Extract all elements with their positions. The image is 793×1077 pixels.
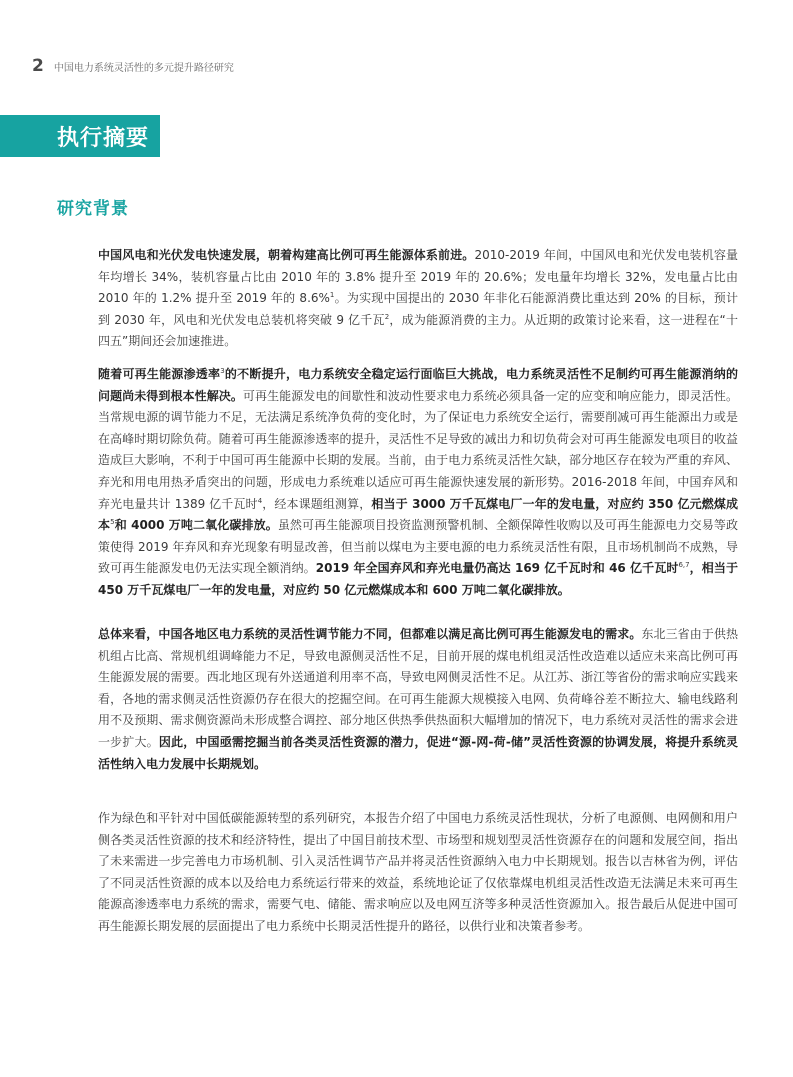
paragraph-text: 可再生能源发电的间歇性和波动性要求电力系统必须具备一定的应变和响应能力，即灵活性。当常规电源的调节能力不足，无法满足系统净负荷的变化时，为了保证电力系统安全运行，需要削减可再生能源出力或是在高峰时期切除负荷。随着可再生能源渗透率的提升，灵活性不足导致的减出力和切负荷会对可再生能源发电项目的收益造成巨大影响，不利于中国可再生能源中长期的发展。当前，由于电力系统灵活性欠缺，部分地区存在较为严重的弃风、弃光和用电用热矛盾突出的问题，形成电力系统难以适应可再生能源快速发展的新形势。2016-2018 年间，中国弃风和弃光电量共计 1389 亿千瓦时 (98, 388, 738, 511)
subsection-heading: 研究背景 (57, 199, 129, 219)
highlight-text: 和 4000 万吨二氧化碳排放。 (114, 518, 278, 533)
paragraph-text: 2010-2019 年间，中国风电和光伏发电装机容量年均增长 34%，装机容量占比由 2010 年的 3.8% 提升至 2019 年的 20.6%；发电量年均增长 32%，发电量占比由 2010 年的 1.2% 提升至 2019 年的 8.6% (98, 248, 738, 306)
highlight-text: 因此，中国亟需挖掘当前各类灵活性资源的潜力，促进“源-网-荷-储”灵活性资源的协调发展，将提升系统灵活性纳入电力发展中长期规划。 (98, 734, 738, 771)
footnote-ref: 3 (220, 367, 225, 375)
paragraph-regional (98, 624, 738, 775)
highlight-text: 相当于 3000 万千瓦煤电厂一年的发电量，对应约 350 亿元燃煤成本 (98, 496, 738, 533)
paragraph-challenge (98, 364, 738, 602)
paragraph-text: 作为绿色和平针对中国低碳能源转型的系列研究，本报告介绍了中国电力系统灵活性现状，分析了电源侧、电网侧和用户侧各类灵活性资源的技术和经济特性，提出了中国目前技术型、市场型和规划型灵活性资源存在的问题和发展空间，指出了未来需进一步完善电力市场机制、引入灵活性调节产品并将灵活性资源纳入电力中长期规划。报告以吉林省为例，评估了不同灵活性资源的成本以及给电力系统运行带来的效益，系统地论证了仅依靠煤电机组灵活性改造无法满足未来可再生能源高渗透率电力系统的需求，需要气电、储能、需求响应以及电网互济等多种灵活性资源加入。报告最后从促进中国可再生能源长期发展的层面提出了电力系统中长期灵活性提升的路径，以供行业和决策者参考。 (98, 811, 738, 933)
running-header-title: 中国电力系统灵活性的多元提升路径研究 (53, 62, 234, 74)
page-number: 2 (32, 56, 44, 76)
paragraph-text: 虽然可再生能源项目投资监测预警机制、全额保障性收购以及可再生能源电力交易等政策使得 2019 年弃风和弃光现象有明显改善，但当前以煤电为主要电源的电力系统灵活性有限，且市场机制尚不成熟，导致可再生能源发电仍无法实现全额消纳。 (98, 518, 738, 576)
footnote-ref: 4 (257, 496, 263, 505)
highlight-text: ，相当于 450 万千瓦煤电厂一年的发电量，对应约 50 亿元燃煤成本和 600 万吨二氧化碳排放。 (98, 561, 738, 597)
paragraph-text: 东北三省由于供热机组占比高、常规机组调峰能力不足，导致电源侧灵活性不足，目前开展的煤电机组灵活性改造难以适应未来高比例可再生能源发展的需要。西北地区现有外送通道利用率不高，导致电网侧灵活性不足。从江苏、浙江等省份的需求响应实践来看，各地的需求侧灵活性资源仍存在很大的挖掘空间。在可再生能源大规模接入电网、负荷峰谷差不断拉大、输电线路利用不及预期、需求侧资源尚未形成整合调控、部分地区供热季供热面积大幅增加的情况下，电力系统对灵活性的需求会进一步扩大。 (98, 627, 738, 749)
lead-sentence: 随着可再生能源渗透率 (98, 367, 221, 381)
lead-sentence: 总体来看，中国各地区电力系统的灵活性调节能力不同，但都难以满足高比例可再生能源发电的需求。 (98, 627, 642, 641)
footnote-ref: 6,7 (678, 561, 690, 570)
section-banner (0, 115, 160, 157)
paragraph-text: 。为实现中国提出的 2030 年非化石能源消费比重达到 20% 的目标，预计到 2030 年，风电和光伏发电总装机将突破 9 亿千瓦 (98, 291, 738, 327)
section-title: 执行摘要 (57, 125, 150, 151)
lead-sentence: 中国风电和光伏发电快速发展，朝着构建高比例可再生能源体系前进。 (98, 248, 475, 262)
footnote-ref: 2 (384, 312, 390, 321)
running-header (32, 56, 234, 76)
lead-sentence: 的不断提升，电力系统安全稳定运行面临巨大挑战，电力系统灵活性不足制约可再生能源消纳的问题尚未得到根本性解决。 (98, 367, 738, 403)
highlight-text: 2019 年全国弃风和弃光电量仍高达 169 亿千瓦时和 46 亿千瓦时 (315, 561, 679, 576)
paragraph-text: ，经本课题组测算， (262, 496, 372, 511)
paragraph-report-overview (98, 808, 738, 938)
footnote-ref: 5 (110, 518, 115, 527)
paragraph-growth (98, 245, 738, 353)
paragraph-text: ，成为能源消费的主力。从近期的政策讨论来看，这一进程在“十四五”期间还会加速推进。 (98, 312, 738, 349)
footnote-ref: 1 (329, 291, 335, 300)
